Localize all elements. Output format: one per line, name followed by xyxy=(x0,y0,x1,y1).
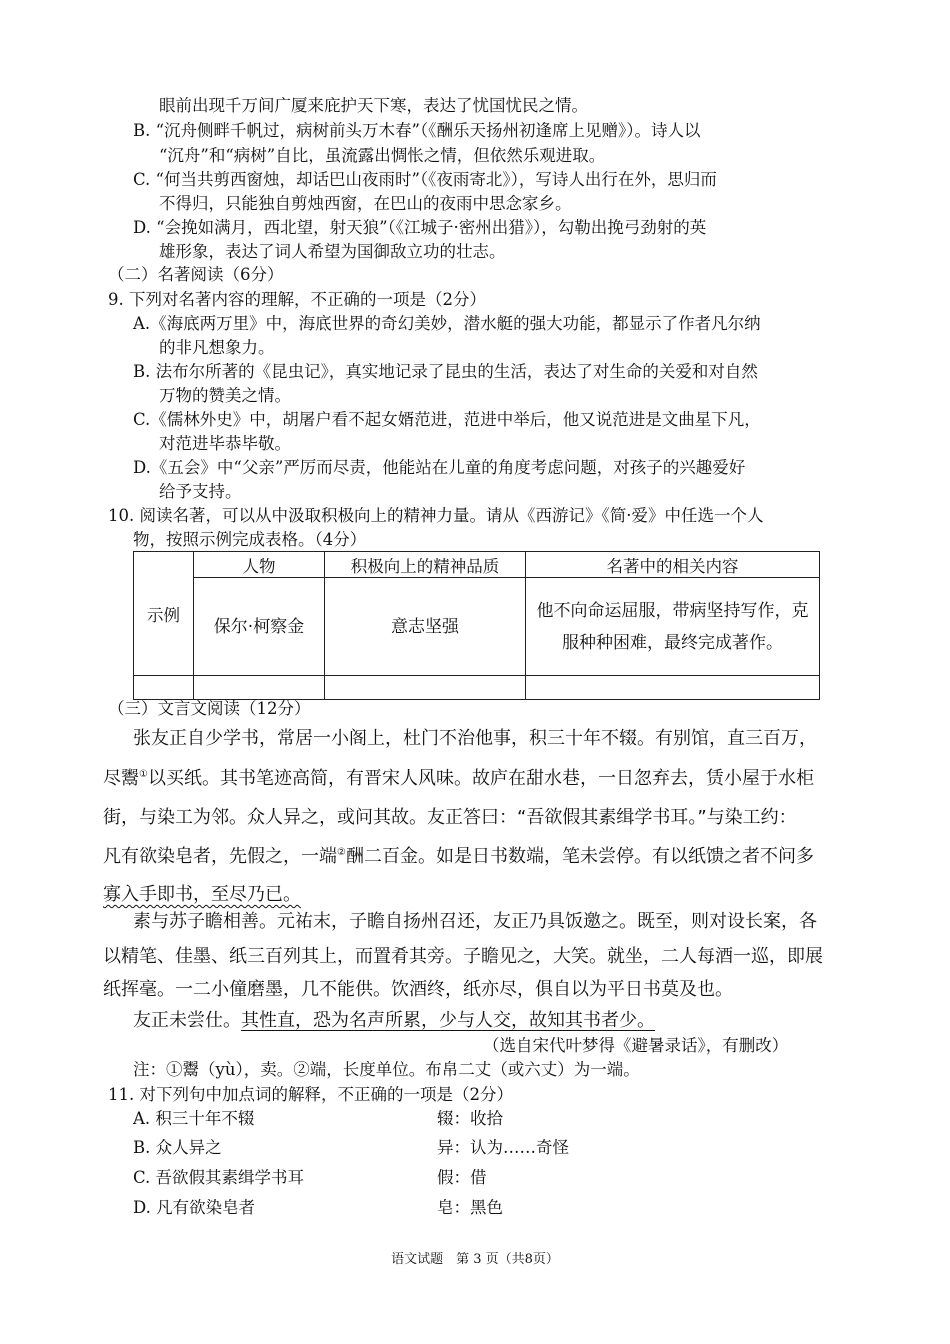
example-person: 保尔·柯察金 xyxy=(194,578,325,676)
q8-option-a-continuation: 眼前出现千万间广厦来庇护天下寒，表达了忧国忧民之情。 xyxy=(159,96,588,115)
example-content: 他不向命运屈服，带病坚持写作，克服种种困难，最终完成著作。 xyxy=(526,578,820,676)
q10-stem-line1: 10. 阅读名著，可以从中汲取积极向上的精神力量。请从《西游记》《简·爱》中任选一个人 xyxy=(108,506,764,525)
example-quality: 意志坚强 xyxy=(325,578,526,676)
q9-option-b-line1: B. 法布尔所著的《昆虫记》，真实地记录了昆虫的生活，表达了对生命的关爱和对自然 xyxy=(133,362,758,381)
passage-p2-line3: 纸挥毫。一二小僮磨墨，几不能供。饮酒终，纸亦尽，俱自以为平日书莫及也。 xyxy=(103,979,733,1000)
answer-person-cell[interactable] xyxy=(194,676,325,700)
q11-option-d-text: D. 凡有欲染皂者 xyxy=(133,1198,256,1217)
q9-option-c-line1: C.《儒林外史》中，胡屠户看不起女婿范进，范进中举后，他又说范进是文曲星下凡， xyxy=(133,410,761,429)
q10-answer-table xyxy=(133,551,820,700)
header-person: 人物 xyxy=(194,552,325,578)
q11-option-b-text: B. 众人异之 xyxy=(133,1138,222,1157)
q8-option-b-line2: “沉舟”和“病树”自比，虽流露出惆怅之情，但依然乐观进取。 xyxy=(159,146,606,165)
q8-option-c-line1: C. “何当共剪西窗烛，却话巴山夜雨时”（《夜雨寄北》），写诗人出行在外，思归而 xyxy=(133,170,717,189)
passage-p1-line3: 街，与染工为邻。众人异之，或问其故。友正答曰：“吾欲假其素缉学书耳。”与染工约： xyxy=(103,807,797,828)
q8-option-d-line2: 雄形象，表达了词人希望为国御敌立功的壮志。 xyxy=(159,242,506,261)
example-label: 示例 xyxy=(147,605,180,625)
section-2-title: （二）名著阅读（6分） xyxy=(108,265,284,284)
q9-option-b-line2: 万物的赞美之情。 xyxy=(159,386,291,405)
note-marker-2: ② xyxy=(337,847,346,858)
q9-option-d-line2: 给予支持。 xyxy=(159,482,242,501)
q11-option-a-gloss: 辍：收拾 xyxy=(437,1109,503,1128)
answer-label-cell[interactable] xyxy=(134,676,194,700)
q11-option-b-gloss: 异：认为……奇怪 xyxy=(437,1138,569,1157)
q8-option-d-line1: D. “会挽如满月，西北望，射天狼”（《江城子·密州出猎》），勾勒出挽弓劲射的英 xyxy=(133,218,707,237)
q11-option-c-gloss: 假：借 xyxy=(437,1168,487,1187)
answer-content-cell[interactable] xyxy=(526,676,820,700)
passage-p2-line1: 素与苏子瞻相善。元祐末，子瞻自扬州召还，友正乃具饭邀之。既至，则对设长案，各 xyxy=(133,911,817,932)
passage-p2-line2: 以精笔、佳墨、纸三百列其上，而置肴其旁。子瞻见之，大笑。就坐，二人每酒一巡，即展 xyxy=(103,946,823,967)
page-footer: 语文试题 第 3 页（共8页） xyxy=(391,1252,559,1267)
q11-option-c-text: C. 吾欲假其素缉学书耳 xyxy=(133,1168,305,1187)
passage-p1-line1: 张友正自少学书，常居一小阁上，杜门不治他事，积三十年不辍。有别馆，直三百万， xyxy=(133,728,817,749)
q9-option-a-line1: A.《海底两万里》中，海底世界的奇幻美妙，潜水艇的强大功能，都显示了作者凡尔纳 xyxy=(133,314,761,333)
header-quality: 积极向上的精神品质 xyxy=(325,552,526,578)
q10-stem-line2: 物，按照示例完成表格。（4分） xyxy=(133,530,367,549)
passage-note: 注：①鬻（yù），卖。②端，长度单位。布帛二丈（或六丈）为一端。 xyxy=(133,1060,640,1079)
header-content: 名著中的相关内容 xyxy=(526,552,820,578)
q9-option-a-line2: 的非凡想象力。 xyxy=(159,338,275,357)
q11-option-a-text: A. 积三十年不辍 xyxy=(133,1109,255,1128)
q11-stem: 11. 对下列句中加点词的解释，不正确的一项是（2分） xyxy=(108,1085,513,1104)
q9-option-c-line2: 对范进毕恭毕敬。 xyxy=(159,434,291,453)
q11-option-d-gloss: 皂：黑色 xyxy=(437,1198,503,1217)
example-label-cell xyxy=(134,552,194,676)
q9-stem: 9. 下列对名著内容的理解，不正确的一项是（2分） xyxy=(108,290,486,309)
underlined-sentence: 其性直，恐为名声所累，少与人交，故知其书者少。 xyxy=(241,1010,655,1031)
answer-quality-cell[interactable] xyxy=(325,676,526,700)
passage-source: （选自宋代叶梦得《避暑录话》，有删改） xyxy=(483,1036,789,1055)
passage-p1-line4: 凡有欲染皂者，先假之，一端②酬二百金。如是日书数端，笔未尝停。有以纸馈之者不问多 xyxy=(103,846,814,867)
passage-p1-line2: 尽鬻①以买纸。其书笔迹高简，有晋宋人风味。故庐在甜水巷，一日忽弃去，赁小屋于水柜 xyxy=(103,768,814,789)
passage-p1-line5: 寡入手即书，至尽乃已。 xyxy=(103,884,301,905)
q9-option-d-line1: D.《五会》中“父亲”严厉而尽责，他能站在儿童的角度考虑问题，对孩子的兴趣爱好 xyxy=(133,458,746,477)
section-3-title: （三）文言文阅读（12分） xyxy=(108,699,311,718)
note-marker-1: ① xyxy=(139,769,148,780)
q8-option-c-line2: 不得归，只能独自剪烛西窗，在巴山的夜雨中思念家乡。 xyxy=(159,194,572,213)
q8-option-b-line1: B. “沉舟侧畔千帆过，病树前头万木春”（《酬乐天扬州初逢席上见赠》）。诗人以 xyxy=(133,121,701,140)
passage-p3: 友正未尝仕。其性直，恐为名声所累，少与人交，故知其书者少。 xyxy=(133,1010,655,1031)
